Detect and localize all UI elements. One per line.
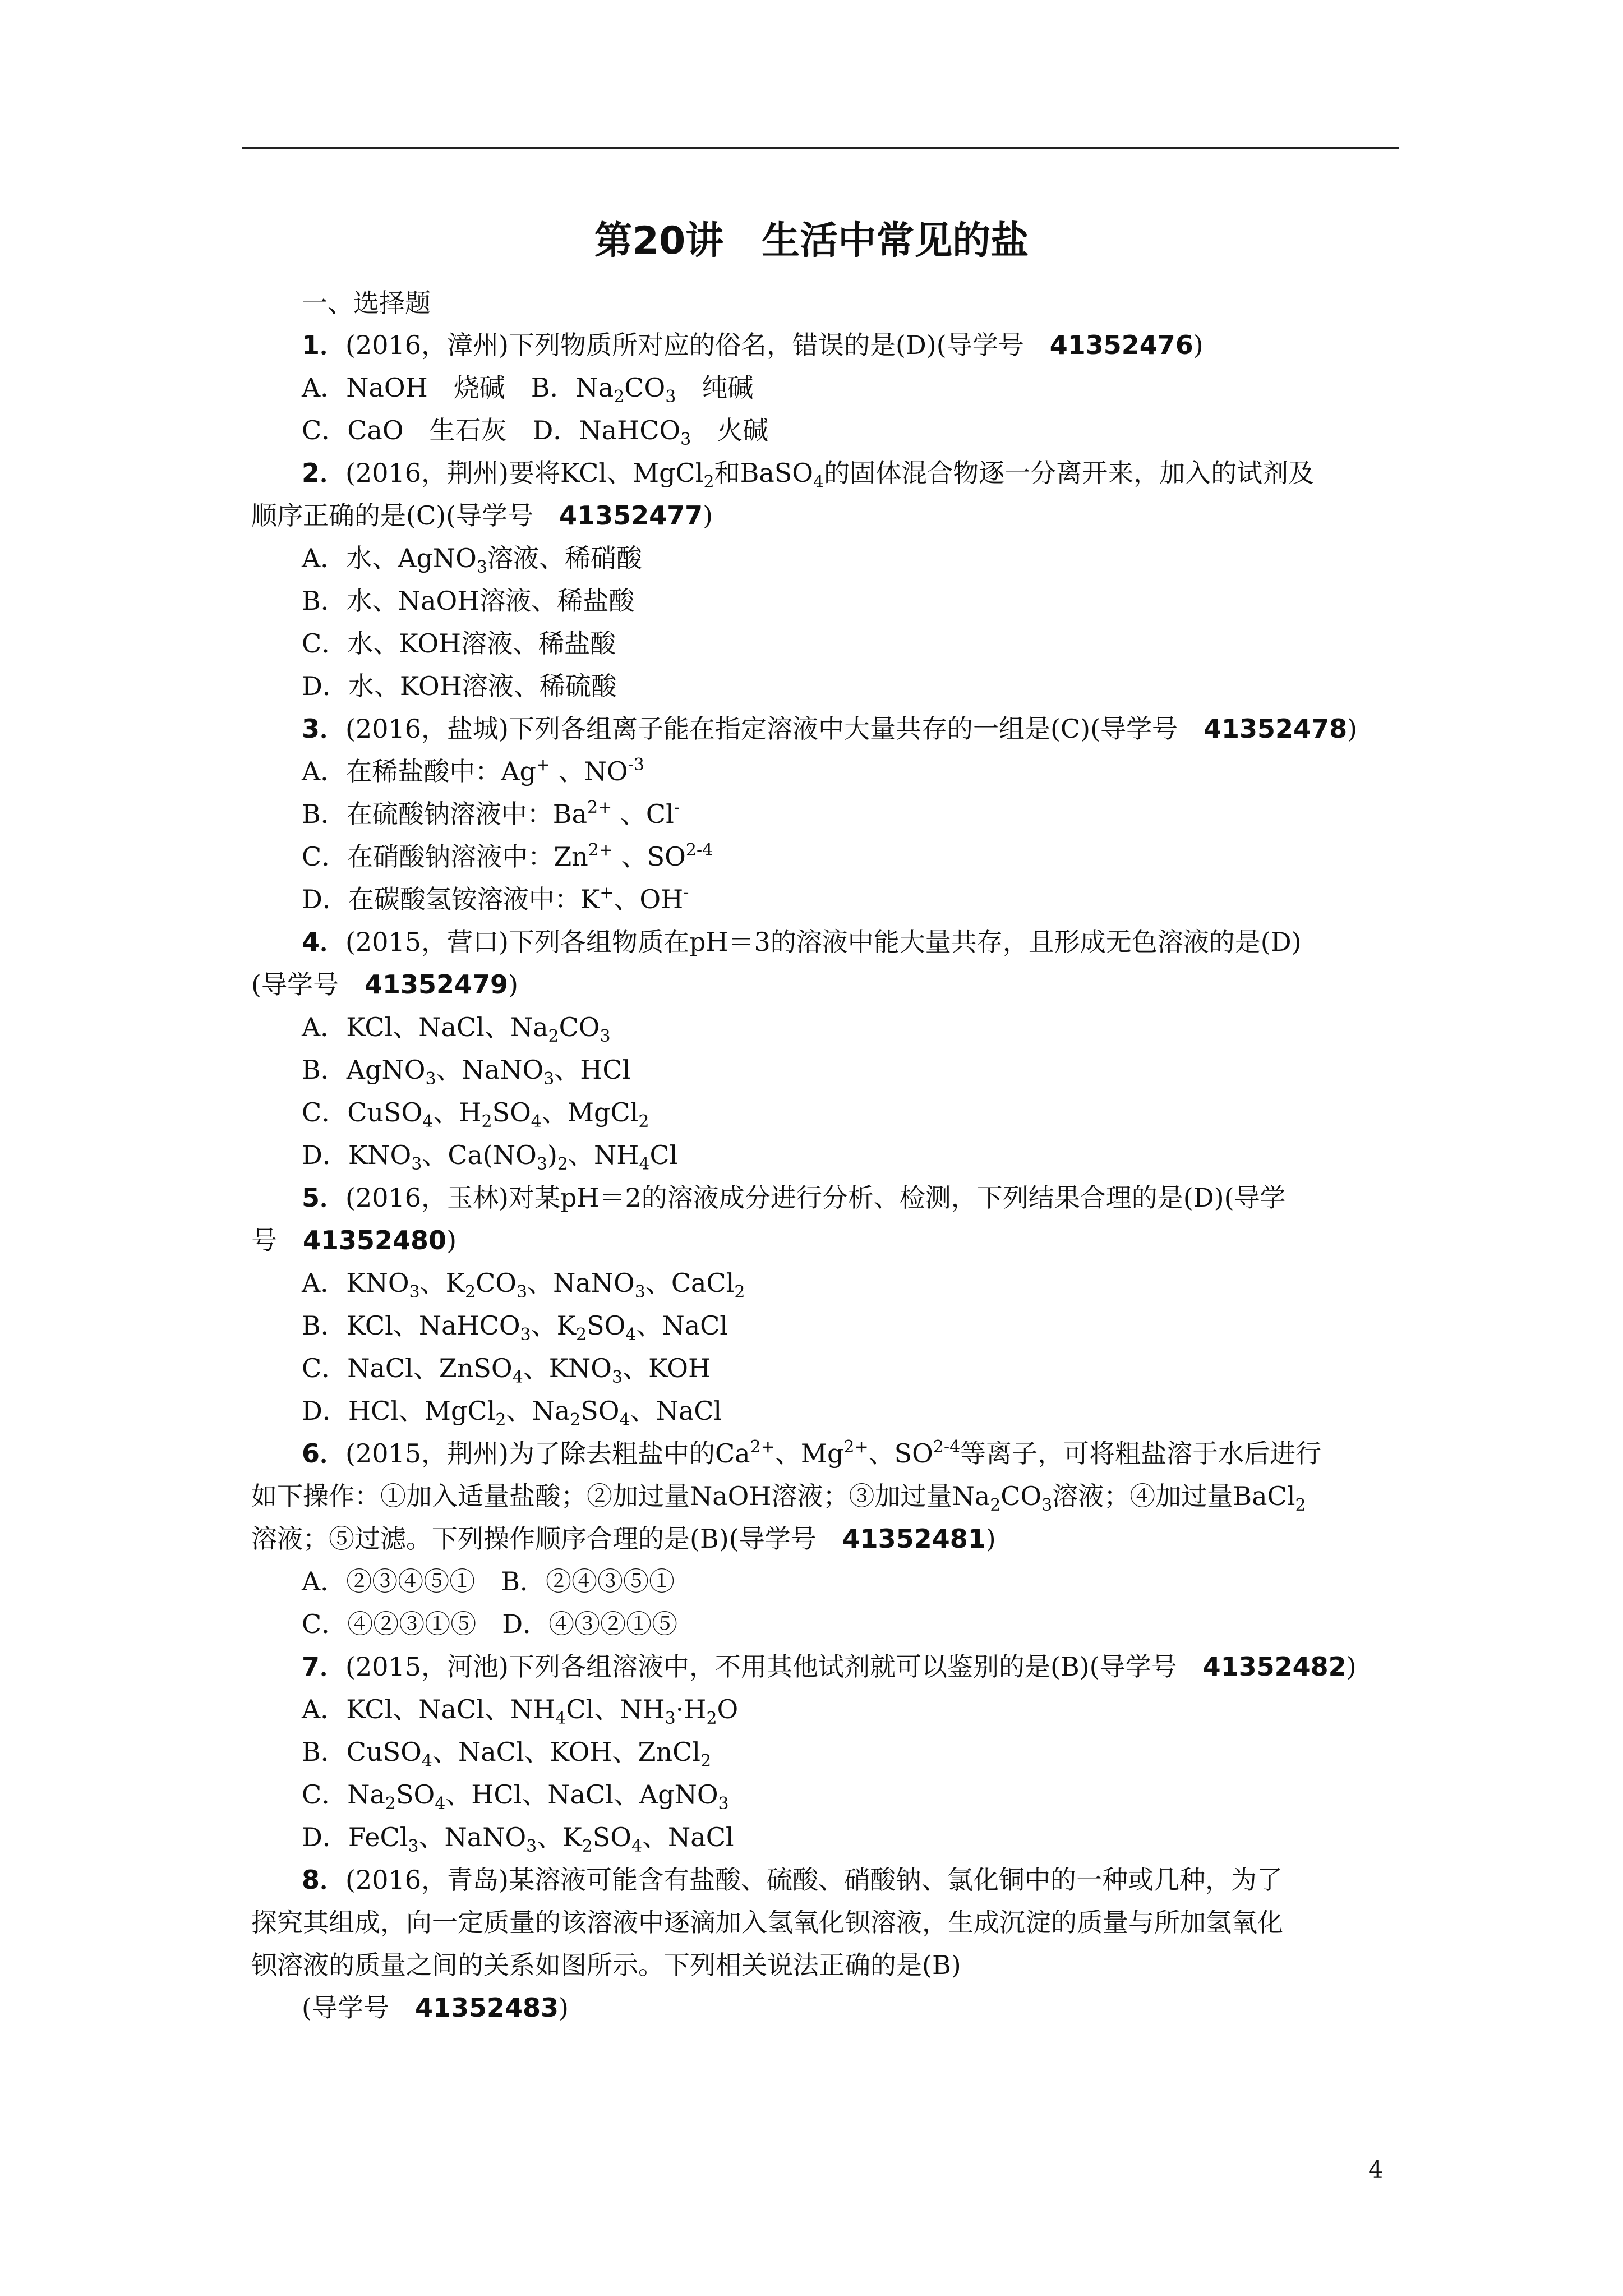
- q7-option-d: D．FeCl$_3$、NaNO$_3$、$K_2SO_4$、NaCl: [302, 1822, 734, 1856]
- q4-stem-line2: (导学号 41352479): [251, 969, 518, 1000]
- q3-stem: 3．(2016，盐城)下列各组离子能在指定溶液中大量共存的一组是(C)(导学号 41352478): [302, 714, 1358, 744]
- q1-stem: 1．(2016，漳州)下列物质所对应的俗名，错误的是(D)(导学号 41352476): [302, 330, 1204, 360]
- q2-stem-line2: 顺序正确的是(C)(导学号 41352477): [251, 500, 713, 531]
- q8-stem: 8．(2016，青岛)某溶液可能含有盐酸、硫酸、硝酸钠、氯化铜中的一种或几种，为了: [302, 1865, 1283, 1895]
- q6-options-cd: C．④②③①⑤ D．④③②①⑤: [302, 1609, 678, 1639]
- q8-guide-line: (导学号 41352483): [302, 1993, 569, 2023]
- q5-stem-line2: 号 41352480): [251, 1225, 457, 1255]
- q6-stem: 6．(2015，荆州)为了除去粗盐中的$Ca^{2+}$、$Mg^{2+}$、SO$^{2-4}$等离子，可将粗盐溶于水后进行: [302, 1437, 1322, 1469]
- q2-option-b: B．水、NaOH溶液、稀盐酸: [302, 586, 635, 616]
- q5-option-b: B．KCl、NaHCO$_3$、$K_2SO_4$、NaCl: [302, 1310, 728, 1345]
- q3-option-d: D．在碳酸氢铵溶液中：K+、OH-: [302, 883, 689, 914]
- q3-option-a: A．在稀盐酸中：Ag+ 、$NO^{-3}$: [302, 755, 644, 786]
- q5-stem: 5．(2016，玉林)对某pH＝2的溶液成分进行分析、检测，下列结果合理的是(D)(导学: [302, 1182, 1286, 1213]
- q4-stem: 4．(2015，营口)下列各组物质在pH＝3的溶液中能大量共存，且形成无色溶液的是(D): [302, 927, 1302, 957]
- q7-option-b: B．CuSO$_4$、NaCl、KOH、ZnCl$_2$: [302, 1737, 712, 1771]
- header-rule: [242, 147, 1399, 149]
- q2-option-a: A．水、AgNO$_3$溶液、稀硝酸: [302, 543, 642, 577]
- q2-option-d: D．水、KOH溶液、稀硫酸: [302, 671, 617, 701]
- q7-option-a: A．KCl、NaCl、$NH_4Cl$、$NH_3\cdot H_2O$: [302, 1694, 739, 1728]
- q4-option-d: D．$KNO_3$、$Ca(NO_3)_2$、$NH_4Cl$: [302, 1140, 678, 1174]
- q7-stem: 7．(2015，河池)下列各组溶液中，不用其他试剂就可以鉴别的是(B)(导学号 41352482): [302, 1651, 1357, 1682]
- page-title: 第20讲 生活中常见的盐: [594, 219, 1029, 263]
- q4-option-c: C．CuSO$_4$、$H_2SO_4$、MgCl$_2$: [302, 1097, 649, 1131]
- page-number: 4: [1368, 2156, 1384, 2183]
- q6-stem-line2: 如下操作：①加入适量盐酸；②加过量NaOH溶液；③加过量$Na_2CO_3$溶液；④加过量BaCl$_2$: [251, 1481, 1306, 1515]
- q4-option-a: A．KCl、NaCl、$Na_2CO_3$: [302, 1012, 611, 1046]
- q8-stem-line3: 钡溶液的质量之间的关系如图所示。下列相关说法正确的是(B): [251, 1950, 961, 1980]
- q1-options-cd: C．CaO 生石灰 D．NaHCO$_3$ 火碱: [302, 415, 769, 449]
- q2-stem: 2．(2016，荆州)要将KCl、MgCl$_2$和BaSO$_4$的固体混合物逐一分离开来，加入的试剂及: [302, 458, 1315, 492]
- q2-option-c: C．水、KOH溶液、稀盐酸: [302, 628, 616, 659]
- q6-options-ab: A．②③④⑤① B．②④③⑤①: [302, 1566, 675, 1596]
- q5-option-d: D．HCl、MgCl$_2$、$Na_2SO_4$、NaCl: [302, 1396, 722, 1430]
- q5-option-a: A．$KNO_3$、$K_2CO_3$、NaNO$_3$、CaCl$_2$: [302, 1268, 745, 1302]
- q5-option-c: C．NaCl、ZnSO$_4$、$KNO_3$、KOH: [302, 1353, 711, 1387]
- q4-option-b: B．AgNO$_3$、NaNO$_3$、HCl: [302, 1055, 631, 1089]
- q3-option-c: C．在硝酸钠溶液中：$Zn^{2+}$ 、SO$^{2-4}$: [302, 840, 713, 872]
- q1-options-ab: A．NaOH 烧碱 B．$Na_2CO_3$ 纯碱: [302, 372, 754, 407]
- q7-option-c: C．$Na_2SO_4$、HCl、NaCl、AgNO$_3$: [302, 1779, 729, 1814]
- q3-option-b: B．在硫酸钠溶液中：$Ba^{2+}$ 、Cl-: [302, 798, 680, 829]
- q6-stem-line3: 溶液；⑤过滤。下列操作顺序合理的是(B)(导学号 41352481): [251, 1524, 996, 1554]
- q8-stem-line2: 探究其组成，向一定质量的该溶液中逐滴加入氢氧化钡溶液，生成沉淀的质量与所加氢氧化: [251, 1907, 1283, 1938]
- section-heading: 一、选择题: [302, 288, 431, 318]
